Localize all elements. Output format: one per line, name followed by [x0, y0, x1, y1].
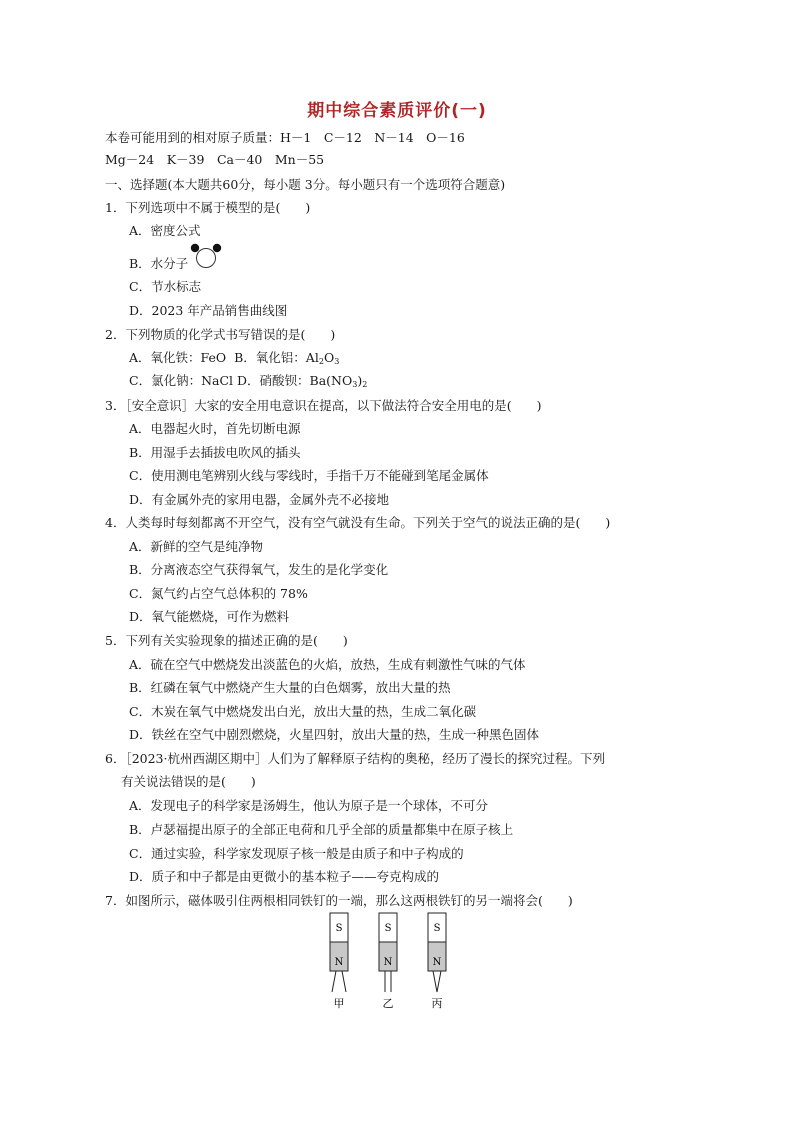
question-1-option-b — [129, 255, 188, 273]
pole-n-label: N — [432, 957, 442, 968]
question-4-option-b: B．分离液态空气获得氧气，发生的是化学变化 — [129, 562, 389, 577]
pole-n-label: N — [383, 957, 393, 968]
question-6-option-d: D．质子和中子都是由更微小的基本粒子——夸克构成的 — [129, 869, 440, 884]
question-2-option-a: A．氧化铁：FeO — [129, 350, 227, 365]
magnet-bing — [428, 913, 446, 1010]
question-4-option-d: D．氧气能燃烧，可作为燃料 — [129, 609, 290, 624]
question-3-option-a: A．电器起火时，首先切断电源 — [129, 421, 301, 436]
figure-label-yi: 乙 — [382, 997, 394, 1010]
section-heading: 一、选择题(本大题共60分，每小题 3分。每小题只有一个选项符合题意) — [105, 177, 506, 192]
question-3-option-b: B．用湿手去插拔电吹风的插头 — [129, 445, 301, 460]
question-2-options-row2 — [129, 372, 367, 394]
nail-line — [332, 971, 336, 992]
water-molecule-icon — [188, 240, 224, 272]
question-6-stem-continued: 有关说法错误的是( ) — [121, 774, 256, 789]
question-1-option-d: D．2023 年产品销售曲线图 — [129, 303, 288, 318]
intro-atomic-mass-line1: 本卷可能用到的相对原子质量：H－1 C－12 N－14 O－16 — [105, 130, 465, 145]
nail-line — [433, 971, 437, 992]
magnet-jia — [330, 913, 348, 1010]
nail-line — [437, 971, 441, 992]
question-5-option-a: A．硫在空气中燃烧发出淡蓝色的火焰，放热，生成有刺激性气味的气体 — [129, 657, 526, 672]
figure-label-jia: 甲 — [333, 997, 345, 1010]
question-6-option-c: C．通过实验，科学家发现原子核一般是由质子和中子构成的 — [129, 846, 464, 861]
question-5-option-d: D．铁丝在空气中剧烈燃烧，火星四射，放出大量的热，生成一种黑色固体 — [129, 727, 540, 742]
pole-s-label: S — [433, 923, 441, 934]
question-5-option-c: C．木炭在氧气中燃烧发出白光，放出大量的热，生成二氧化碳 — [129, 704, 477, 719]
question-6-option-a: A．发现电子的科学家是汤姆生，他认为原子是一个球体，不可分 — [129, 798, 489, 813]
figure-label-bing: 丙 — [431, 997, 443, 1010]
pole-s-label: S — [335, 923, 343, 934]
hydrogen-atom-right-icon — [213, 244, 221, 252]
question-2-options-row1 — [129, 349, 339, 371]
question-4-stem: 4．人类每时每刻都离不开空气，没有空气就没有生命。下列关于空气的说法正确的是( ) — [105, 515, 611, 530]
intro-atomic-mass-line2: Mg－24 K－39 Ca－40 Mn－55 — [105, 152, 325, 167]
question-7-stem: 7．如图所示，磁体吸引住两根相同铁钉的一端，那么这两根铁钉的另一端将会( ) — [105, 893, 573, 908]
question-3-stem: 3．［安全意识］大家的安全用电意识在提高，以下做法符合安全用电的是( ) — [105, 398, 542, 413]
question-6-option-b: B．卢瑟福提出原子的全部正电荷和几乎全部的质量都集中在原子核上 — [129, 822, 514, 837]
magnet-nails-figure — [320, 912, 460, 1012]
question-2-option-c: C．氯化钠：NaCl — [129, 373, 234, 388]
question-4-option-c: C．氮气约占空气总体积的 78% — [129, 586, 308, 601]
oxygen-atom-icon — [197, 249, 216, 268]
question-1-stem: 1．下列选项中不属于模型的是( ) — [105, 200, 311, 215]
question-3-option-d: D．有金属外壳的家用电器，金属外壳不必接地 — [129, 492, 390, 507]
question-5-option-b: B．红磷在氧气中燃烧产生大量的白色烟雾，放出大量的热 — [129, 680, 451, 695]
question-5-stem: 5．下列有关实验现象的描述正确的是( ) — [105, 633, 348, 648]
question-6-stem: 6．［2023·杭州西湖区期中］人们为了解释原子结构的奥秘，经历了漫长的探究过程。下列 — [105, 751, 605, 766]
question-2-stem: 2．下列物质的化学式书写错误的是( ) — [105, 327, 336, 342]
page-title: 期中综合素质评价(一) — [307, 101, 487, 121]
question-3-option-c: C．使用测电笔辨别火线与零线时，手指千万不能碰到笔尾金属体 — [129, 468, 489, 483]
question-2-option-d: D．硝酸钡：$Ba(NO_3)_2$ — [237, 373, 368, 389]
question-4-option-a: A．新鲜的空气是纯净物 — [129, 539, 264, 554]
question-1-option-a: A．密度公式 — [129, 223, 201, 238]
magnet-yi — [379, 913, 397, 1010]
question-1-option-b-text: B．水分子 — [129, 256, 189, 271]
pole-n-label: N — [334, 957, 344, 968]
hydrogen-atom-left-icon — [191, 244, 199, 252]
question-1-option-c: C．节水标志 — [129, 279, 202, 294]
pole-s-label: S — [384, 923, 392, 934]
question-2-option-b: B．氧化铝：$Al_2O_3$ — [234, 350, 340, 366]
nail-line — [342, 971, 346, 992]
